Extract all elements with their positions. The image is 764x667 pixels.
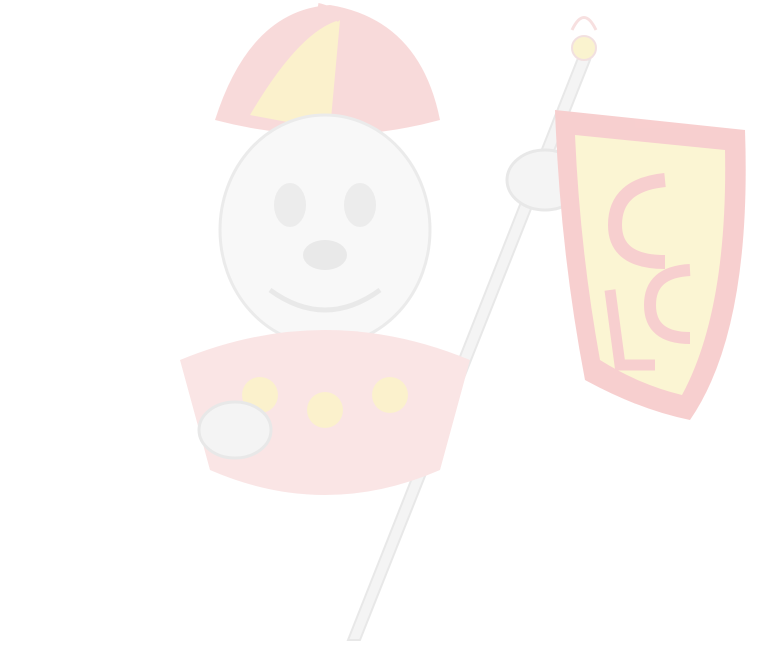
staff-knob-icon (572, 36, 596, 60)
